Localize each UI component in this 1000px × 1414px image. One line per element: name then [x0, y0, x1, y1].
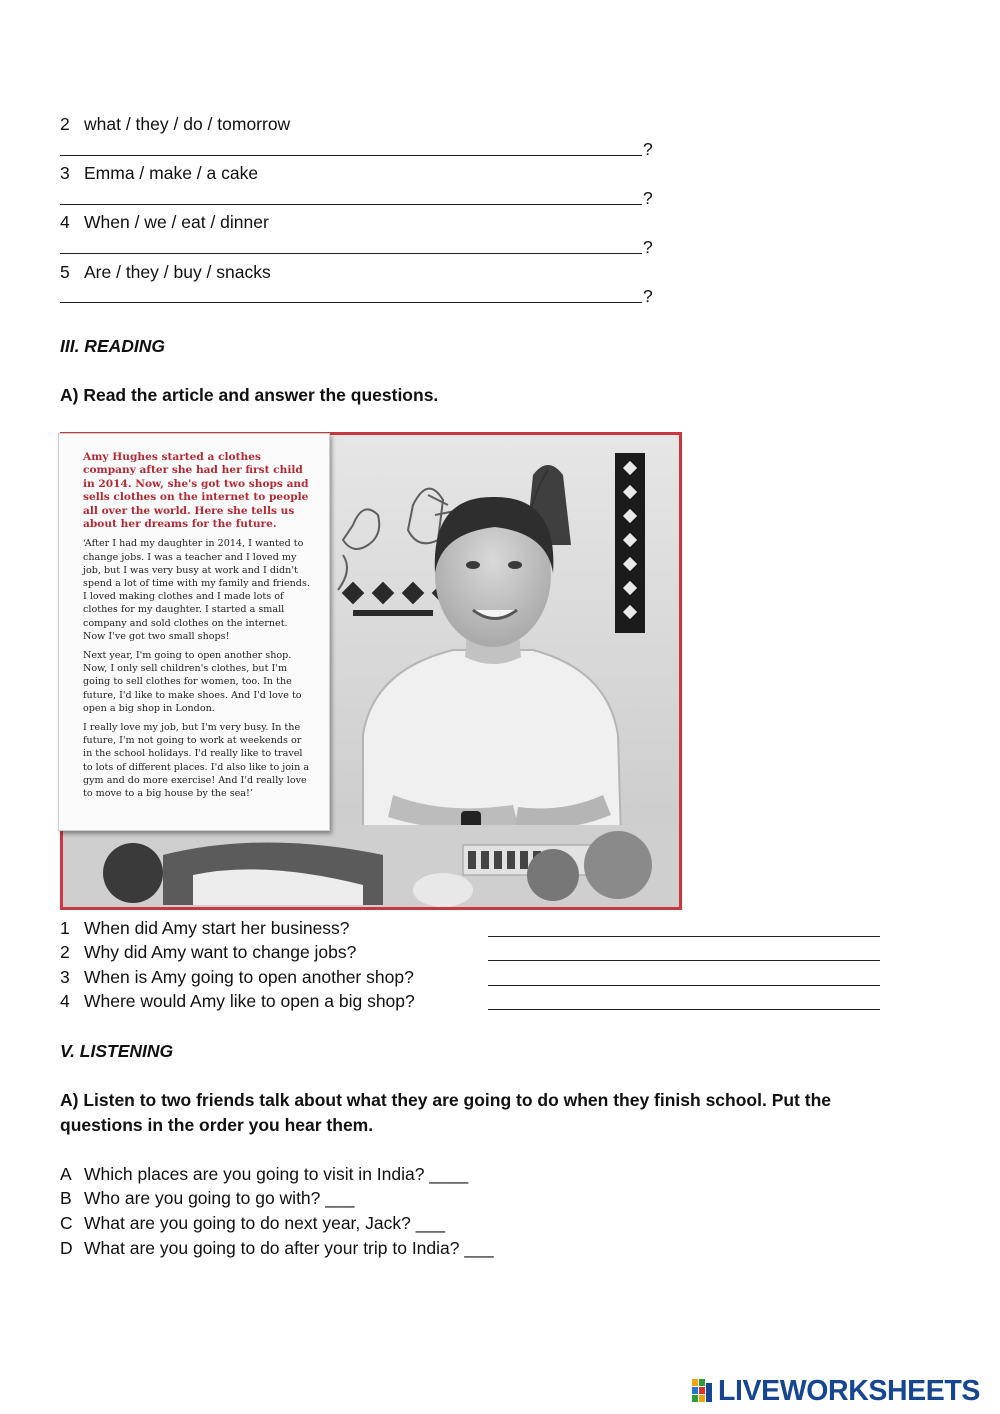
article-paragraph-2: Next year, I'm going to open another shop. Now, I only sell children's clothes, but I'm going to sell clothes for women, too. In the future, I'd like to make shoes. And I'd love to open a big shop in London. [83, 650, 302, 714]
question-prompt: Emma / make / a cake [84, 163, 259, 183]
question-number: 3 [60, 967, 70, 987]
item-text[interactable]: What are you going to do next year, Jack? ___ [84, 1213, 445, 1233]
grammar-q2 [60, 114, 290, 135]
question-text: When is Amy going to open another shop? [84, 967, 414, 987]
article-paragraph-3: I really love my job, but I'm very busy. In the future, I'm not going to work at weekends or in the school holidays. I'd really like to travel to lots of different places. I'd also like to join a gym and do more exercise! And I'd really love to move to a big house by the sea!’ [83, 722, 310, 800]
logo-text: LIVEWORKSHEETS [718, 1375, 981, 1407]
listening-item [60, 1238, 494, 1259]
reading-question [60, 991, 415, 1012]
question-mark: ? [643, 139, 653, 159]
answer-line[interactable] [60, 302, 642, 303]
logo-mark-icon [692, 1379, 714, 1403]
question-number: 4 [60, 212, 70, 232]
reading-question [60, 967, 414, 988]
question-text: Why did Amy want to change jobs? [84, 942, 357, 962]
question-mark: ? [643, 188, 653, 208]
answer-line[interactable] [488, 985, 880, 986]
answer-line[interactable] [488, 1009, 880, 1010]
listening-item [60, 1213, 445, 1234]
listening-instruction-line2: questions in the order you hear them. [60, 1115, 374, 1135]
question-prompt: Are / they / buy / snacks [84, 262, 271, 282]
reading-question [60, 942, 356, 963]
article-paragraph-1: ‘After I had my daughter in 2014, I wanted to change jobs. I was a teacher and I loved my job, but I was very busy at work and I didn't spend a lot of time with my family and friends. I loved making clothes and I made lots of clothes for my daughter. I started a small company and sold clothes on the internet. Now I've got two small shops! [83, 538, 310, 642]
item-text[interactable]: Who are you going to go with? ___ [84, 1188, 355, 1208]
question-number: 3 [60, 163, 70, 183]
grammar-q4 [60, 212, 269, 233]
item-letter: C [60, 1213, 73, 1233]
question-mark: ? [643, 237, 653, 257]
item-letter: D [60, 1238, 73, 1258]
listening-heading: V. LISTENING [60, 1041, 174, 1061]
question-text: Where would Amy like to open a big shop? [84, 991, 415, 1011]
article-intro: Amy Hughes started a clothes company after she had her first child in 2014. Now, she's got two shops and sells clothes on the internet to people all over the world. Here she tells us about her dreams for the future. [83, 451, 309, 531]
question-prompt: what / they / do / tomorrow [84, 114, 291, 134]
listening-item [60, 1188, 354, 1209]
question-mark: ? [643, 286, 653, 306]
article-text-card [58, 433, 330, 831]
answer-line[interactable] [488, 960, 880, 961]
answer-line[interactable] [60, 253, 642, 254]
reading-instruction: A) Read the article and answer the questions. [60, 385, 439, 405]
reading-heading: III. READING [60, 336, 166, 356]
question-number: 2 [60, 942, 70, 962]
question-number: 5 [60, 262, 70, 282]
item-text[interactable]: What are you going to do after your trip to India? ___ [84, 1238, 494, 1258]
item-letter: B [60, 1188, 72, 1208]
question-number: 4 [60, 991, 70, 1011]
item-letter: A [60, 1164, 72, 1184]
listening-instruction-line1: A) Listen to two friends talk about what they are going to do when they finish school. Put the [60, 1090, 831, 1110]
answer-line[interactable] [60, 155, 642, 156]
grammar-q3 [60, 163, 258, 184]
question-number: 2 [60, 114, 70, 134]
grammar-q5 [60, 262, 271, 283]
question-text: When did Amy start her business? [84, 918, 350, 938]
question-number: 1 [60, 918, 70, 938]
listening-item [60, 1164, 468, 1185]
question-prompt: When / we / eat / dinner [84, 212, 269, 232]
reading-question [60, 918, 350, 939]
answer-line[interactable] [60, 204, 642, 205]
answer-line[interactable] [488, 936, 880, 937]
item-text[interactable]: Which places are you going to visit in India? ____ [84, 1164, 469, 1184]
